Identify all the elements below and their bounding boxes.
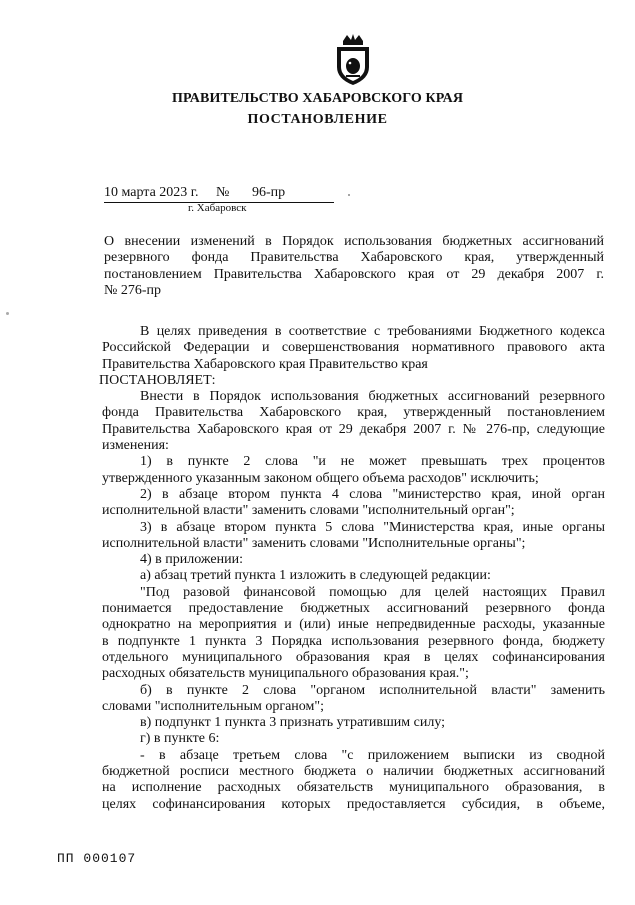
text-line: в подпункте 1 пункта 3 Порядка использования резервного фонда, бюджету	[102, 633, 605, 649]
text-line: утвержденного указанным законом общего объема расходов" исключить;	[102, 470, 539, 486]
scan-speck	[6, 312, 9, 315]
text-line: словами "исполнительным органом";	[102, 698, 324, 714]
resolves-heading: ПОСТАНОВЛЯЕТ:	[99, 372, 216, 388]
text-line: исполнительной власти" заменить словами "Исполнительные органы";	[102, 535, 526, 551]
text-line: а) абзац третий пункта 1 изложить в следующей редакции:	[140, 568, 491, 584]
scan-speck	[348, 194, 350, 196]
subject-line: О внесении изменений в Порядок использования бюджетных ассигнований	[104, 234, 604, 249]
text-line: 4) в приложении:	[140, 552, 243, 568]
document-number: 96-пр	[252, 185, 286, 200]
coat-of-arms-icon	[333, 33, 373, 87]
text-line: 3) в абзаце втором пункта 5 слова "Министерства края, иные органы	[140, 519, 605, 535]
text-line: фонда Правительства Хабаровского края, утвержденный постановлением	[102, 405, 605, 421]
date-number-line	[104, 185, 334, 203]
text-line: исполнительной власти" заменить словами "исполнительный орган";	[102, 503, 515, 519]
text-line: г) в пункте 6:	[140, 731, 220, 747]
document-type: ПОСТАНОВЛЕНИЕ	[247, 112, 388, 127]
text-line: в) подпункт 1 пункта 3 признать утратившим силу;	[140, 715, 446, 731]
text-line: б) в пункте 2 слова "органом исполнительной власти" заменить	[140, 682, 605, 698]
document-date: 10 марта 2023 г.	[104, 185, 199, 200]
text-line: Российской Федерации и совершенствования нормативного правового акта	[102, 340, 605, 356]
city-label: г. Хабаровск	[188, 202, 247, 214]
text-line: целях софинансирования которых предоставляется субсидия, в объеме,	[102, 796, 605, 812]
text-line: 2) в абзаце втором пункта 4 слова "министерство края, иной орган	[140, 486, 605, 502]
subject-line: постановлением Правительства Хабаровского края от 29 декабря 2007 г.	[104, 266, 604, 282]
text-line: бюджетной росписи местного бюджета о наличии бюджетных ассигнований	[102, 764, 605, 780]
text-line: изменения:	[102, 438, 169, 454]
document-code: ПП 000107	[57, 851, 137, 866]
subject-line: № 276-пр	[104, 282, 162, 298]
text-line: "Под разовой финансовой помощью для целей настоящих Правил	[140, 584, 605, 600]
government-title: ПРАВИТЕЛЬСТВО ХАБАРОВСКОГО КРАЯ	[171, 91, 464, 106]
text-line: расходных обязательств муниципального образования края.";	[102, 666, 469, 682]
text-line: отдельного муниципального образования края в целях софинансирования	[102, 649, 605, 665]
text-line: однократно на мероприятия и (или) иные непредвиденные расходы, указанные	[102, 617, 605, 633]
text-line: Правительства Хабаровского края Правительство края	[102, 356, 428, 372]
text-line: понимается предоставление бюджетных ассигнований резервного фонда	[102, 601, 605, 617]
number-sign: №	[216, 185, 230, 200]
text-line: на исполнение расходных обязательств муниципального образования, в	[102, 780, 605, 796]
text-line: Правительства Хабаровского края от 29 декабря 2007 г. № 276-пр, следующие	[102, 421, 605, 437]
preamble	[99, 324, 605, 813]
subject-line: резервного фонда Правительства Хабаровского края, утвержденный	[104, 250, 604, 266]
text-line: Внести в Порядок использования бюджетных ассигнований резервного	[140, 389, 605, 405]
text-line: 1) в пункте 2 слова "и не может превышать трех процентов	[140, 454, 605, 470]
text-line: В целях приведения в соответствие с требованиями Бюджетного кодекса	[140, 324, 605, 339]
text-line: - в абзаце третьем слова "с приложением выписки из сводной	[140, 747, 605, 763]
document-subject	[104, 234, 604, 299]
